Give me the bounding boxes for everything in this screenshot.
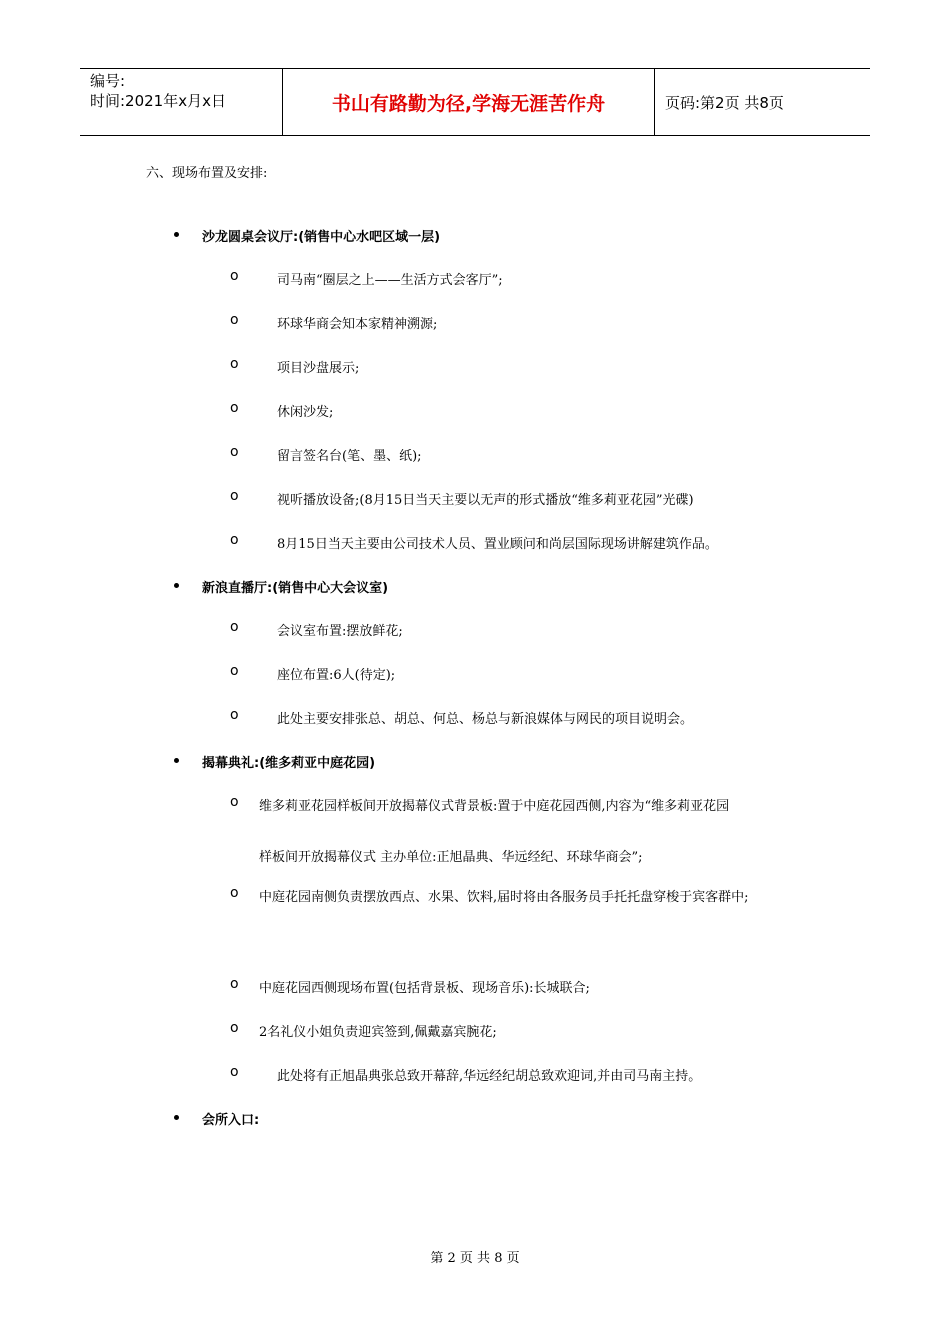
header-left-cell [80,69,282,135]
o-marker: o [230,400,239,416]
page-footer: 第 2 页 共 8 页 [430,1251,520,1266]
list-item: 环球华商会知本家精神溯源; [277,317,438,332]
bullet-title-entrance: 会所入口: [202,1113,260,1128]
list-item: 座位布置:6人(待定); [277,668,396,683]
list-item: 司马南“圈层之上——生活方式会客厅”; [277,273,503,288]
o-marker: o [230,444,239,460]
o-marker: o [230,1020,239,1036]
page-header [80,68,870,136]
header-page-label: 页码:第2页 共8页 [665,93,784,112]
bullet-dot [174,1115,179,1120]
list-item: 此处主要安排张总、胡总、何总、杨总与新浪媒体与网民的项目说明会。 [277,712,694,727]
o-marker: o [230,794,239,810]
header-motto: 书山有路勤为径,学海无涯苦作舟 [282,69,655,135]
list-item: 此处将有正旭晶典张总致开幕辞,华远经纪胡总致欢迎词,并由司马南主持。 [277,1069,702,1084]
bullet-dot [174,583,179,588]
list-item: 2名礼仪小姐负责迎宾签到,佩戴嘉宾腕花; [259,1025,497,1040]
list-item: 8月15日当天主要由公司技术人员、置业顾问和尚层国际现场讲解建筑作品。 [277,537,718,552]
bullet-dot [174,232,179,237]
document-time-label: 时间:2021年x月x日 [90,92,226,110]
list-item: 休闲沙发; [277,405,334,420]
document-number-label: 编号: [90,72,126,90]
o-marker: o [230,268,239,284]
bullet-dot [174,758,179,763]
list-item: 视听播放设备;(8月15日当天主要以无声的形式播放“维多莉亚花园”光碟) [277,493,694,508]
list-item: 中庭花园西侧现场布置(包括背景板、现场音乐):长城联合; [259,981,590,996]
o-marker: o [230,707,239,723]
o-marker: o [230,976,239,992]
o-marker: o [230,488,239,504]
section-title: 六、现场布置及安排: [146,166,268,181]
list-item: 中庭花园南侧负责摆放西点、水果、饮料,届时将由各服务员手托托盘穿梭于宾客群中; [259,890,749,905]
o-marker: o [230,1064,239,1080]
list-item-continuation: 样板间开放揭幕仪式 主办单位:正旭晶典、华远经纪、环球华商会”; [259,850,643,865]
list-item: 会议室布置:摆放鲜花; [277,624,403,639]
bullet-title-unveiling: 揭幕典礼:(维多莉亚中庭花园) [202,756,376,771]
list-item: 留言签名台(笔、墨、纸); [277,449,422,464]
o-marker: o [230,885,239,901]
o-marker: o [230,356,239,372]
list-item: 维多莉亚花园样板间开放揭幕仪式背景板:置于中庭花园西侧,内容为“维多莉亚花园 [259,799,730,814]
o-marker: o [230,619,239,635]
bullet-title-salon: 沙龙圆桌会议厅:(销售中心水吧区域一层) [202,230,441,245]
list-item: 项目沙盘展示; [277,361,360,376]
o-marker: o [230,312,239,328]
o-marker: o [230,663,239,679]
o-marker: o [230,532,239,548]
bullet-title-sina: 新浪直播厅:(销售中心大会议室) [202,581,389,596]
